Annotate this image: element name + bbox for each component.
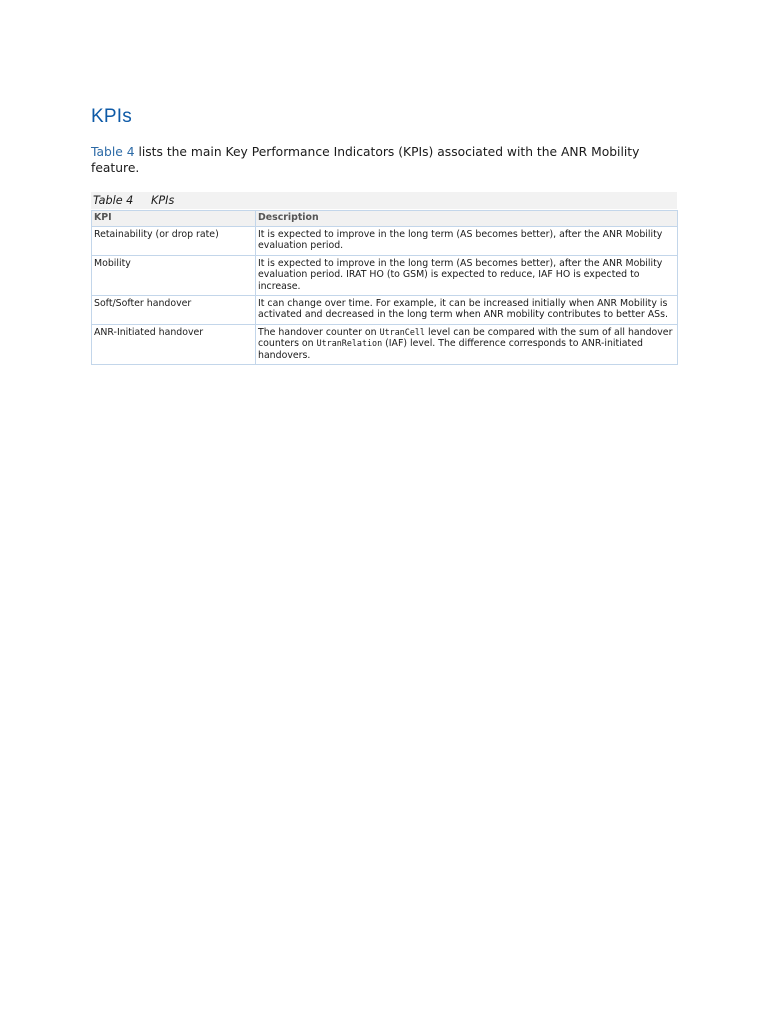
intro-text: lists the main Key Performance Indicators (KPIs) associated with the ANR Mobility feature. bbox=[91, 145, 640, 175]
code-utrancell: UtranCell bbox=[379, 326, 425, 337]
section-heading: KPIs bbox=[91, 106, 132, 127]
kpi-cell: Mobility bbox=[92, 255, 256, 295]
table-row bbox=[92, 296, 678, 325]
table-row bbox=[92, 324, 678, 364]
description-cell: It is expected to improve in the long term (AS becomes better), after the ANR Mobility evaluation period. bbox=[256, 227, 678, 256]
column-header-kpi: KPI bbox=[92, 211, 256, 227]
description-text: (IAF) level. The difference corresponds to ANR-initiated handovers. bbox=[258, 338, 643, 361]
table-row bbox=[92, 227, 678, 256]
description-cell: It is expected to improve in the long term (AS becomes better), after the ANR Mobility evaluation period. IRAT HO (to GSM) is expected to reduce, IAF HO is expected to increase. bbox=[256, 255, 678, 295]
description-cell bbox=[256, 324, 678, 364]
description-cell: It can change over time. For example, it can be increased initially when ANR Mobility is activated and decreased in the long term when ANR mobility contributes to better ASs. bbox=[256, 296, 678, 325]
kpi-cell: Soft/Softer handover bbox=[92, 296, 256, 325]
intro-paragraph bbox=[91, 145, 651, 176]
table-reference-link[interactable]: Table 4 bbox=[91, 145, 135, 159]
table-caption-bar bbox=[91, 192, 677, 209]
description-text: level can be compared with the sum of all handover counters on bbox=[258, 326, 673, 350]
table-header-row bbox=[92, 211, 678, 227]
table-row bbox=[92, 255, 678, 295]
column-header-description: Description bbox=[256, 211, 678, 227]
code-utranrelation: UtranRelation bbox=[316, 338, 383, 349]
description-text: The handover counter on bbox=[258, 326, 380, 338]
kpi-table bbox=[91, 210, 678, 365]
table-caption: Table 4 KPIs bbox=[93, 194, 175, 207]
kpi-cell: Retainability (or drop rate) bbox=[92, 227, 256, 256]
kpi-cell: ANR-Initiated handover bbox=[92, 324, 256, 364]
